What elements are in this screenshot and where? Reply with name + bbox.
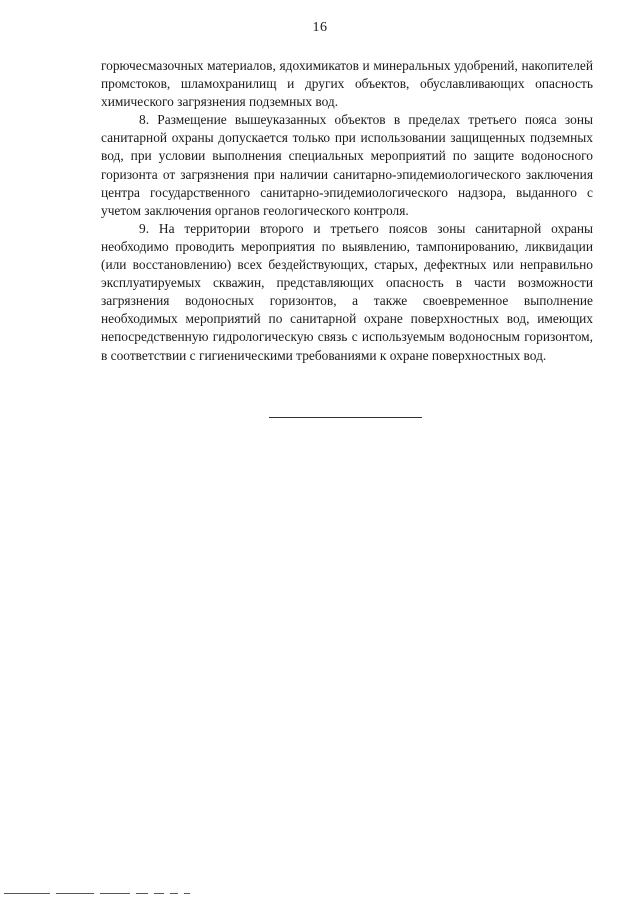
scan-edge-artifact (0, 893, 200, 897)
page-number: 16 (312, 20, 328, 35)
body-text (101, 57, 593, 365)
paragraph-item-8: 8. Размещение вышеуказанных объектов в пределах третьего пояса зоны санитарной охраны допускается только при использовании защищенных подземных вод, при условии выполнения специальных мероприятий по защите водоносного горизонта от загрязнения при наличии санитарно-эпидемиологического заключения центра государственного санитарно-эпидемиологического надзора, выданного с учетом заключения органов геологического контроля. (101, 112, 593, 218)
end-of-text-rule (269, 417, 422, 418)
paragraph-item-9: 9. На территории второго и третьего поясов зоны санитарной охраны необходимо проводить мероприятия по выявлению, тампонированию, ликвидации (или восстановлению) всех бездействующих, старых, дефектных или неправильно эксплуатируемых скважин, представляющих опасность в части возможности загрязнения водоносных горизонтов, а также своевременное выполнение необходимых мероприятий по санитарной охране поверхностных вод, имеющих непосредственную гидрологическую связь с используемым водоносным горизонтом, в соответствии с гигиеническими требованиями к охране поверхностных вод. (101, 220, 593, 363)
paragraph-continuation: горючесмазочных материалов, ядохимикатов и минеральных удобрений, накопителей промстоков, шламохранилищ и других объектов, обуславливающих опасность химического загрязнения подземных вод. (101, 58, 593, 110)
